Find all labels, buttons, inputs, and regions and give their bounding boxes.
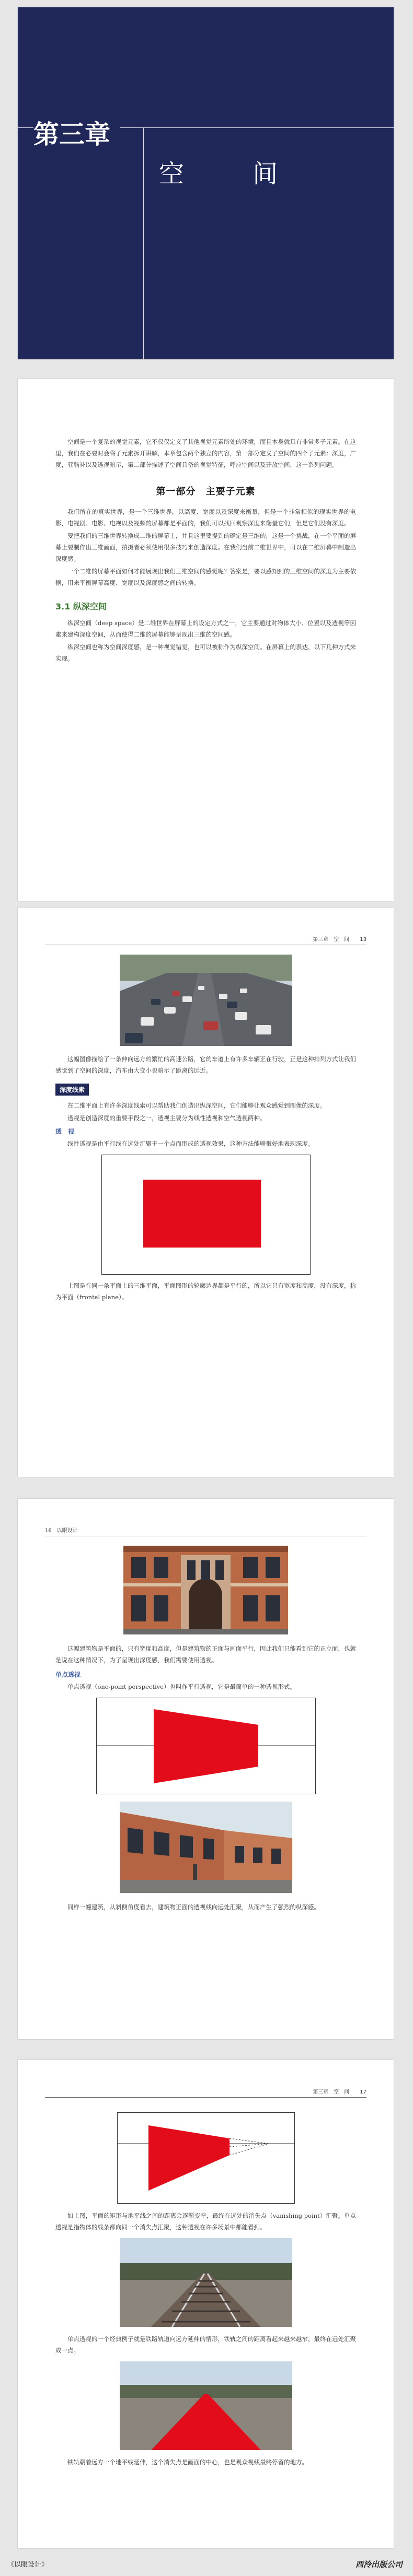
- body-paragraph-2: 要把我们的三维世界转换成二维的屏幕上，并且这里要提到的确定是三维的，这是一个挑战，在一个平面的屏幕上要制作出三维画面，拍摄者必须使用很多技巧来创造深度。在我们当前二维世界中，可以在二维屏幕中制造出深度感。: [55, 532, 356, 562]
- body-paragraph-b: 透视是创造深度的重要手段之一，透视主要分为线性透视和空气透视两种。: [67, 1114, 266, 1122]
- box-heading: 深度线索: [55, 1084, 89, 1096]
- intro-paragraph: 空间是一个复杂的视觉元素，它不仅仅定义了其他视觉元素所处的环境，而且本身就具有非常多子元素。在这里，我们在必要时会将子元素拆开讲解，本章包含两个独立的内容，第一部分定义了空间的四个子元素：深度，广度，亚脑补以及透视暗示，第二部分描述了空间具备的视觉特征，呼应空间以及开放空间，这一系列问题。: [55, 438, 356, 468]
- section-heading: 3.1 纵深空间: [55, 602, 107, 611]
- body-paragraph-c: 线性透视是由平行线在远处汇聚于一个点而形成的透视效果，这种方法能够很好地表现深度。: [67, 1140, 314, 1147]
- body-paragraph-4: 纵深空间（deep space）是二维世界在屏幕上的设定方式之一，它主要通过对物体大小、位置以及透视等因素来建构深度空间，从而使得二维的屏幕能够呈现出三维的空间感。: [55, 619, 356, 638]
- page-17: [18, 2060, 394, 2548]
- body-paragraph-c: 铁轨朝着远方一个地平线延伸，这个消失点是画面的中心，也是观众视线最终停留的地方。: [67, 2459, 308, 2466]
- running-head: 16 以眼设计: [45, 1526, 366, 1536]
- body-paragraph-5: 纵深空间也称为空间深度感，是一种视觉错觉，也可以被称作为纵深空间。在屏幕上的表达，以下几种方式来实现。: [55, 643, 356, 662]
- sub-heading-perspective: 透 视: [55, 1128, 75, 1135]
- body-paragraph-a: 如上图，平面的矩形与地平线之间的距离会逐渐变窄，最终在远处的消失点（vanishing point）汇聚。单点透视是指物体的线条都向同一个消失点汇聚，这种透视在许多场景中都能看到。: [55, 2212, 356, 2231]
- building-facade-photo: [123, 1546, 288, 1634]
- body-paragraph-1: 我们所在的真实世界，是一个三维世界，以高度、宽度以及深度来衡量，但是一个非常相似的现实世界的电影，电视剧、电影、电视以及视频的屏幕都是平面的，我们可以找回观察深度来衡量它们，但是它们没有深度。: [55, 508, 356, 527]
- page-16: [18, 1499, 394, 2039]
- footer-book-title: 《以眼设计》: [7, 2561, 49, 2569]
- body-paragraph-3: 一个二维的屏幕平面如何才能展现出我们三维空间的感觉呢？答案是，要以感知到的三维空间的深度为主要依据，用来平衡屏幕高度、宽度以及深度感之间的转换。: [55, 568, 356, 586]
- running-head: 第三章 空 间 13: [45, 935, 366, 945]
- sub-heading-one-point: 单点透视: [55, 1671, 81, 1678]
- intro-page: [18, 379, 394, 901]
- chapter-cover-page: [18, 7, 394, 359]
- building-angled-photo: [120, 1802, 292, 1893]
- photo-caption-1: 这幅图像描绘了一条伸向远方的繁忙的高速公路，它的车道上有许多车辆正在行驶，正是这种排列方式让我们感觉到了空间的深度，汽车由大变小也暗示了距离的远近。: [55, 1055, 356, 1074]
- chapter-number: 第三章: [33, 114, 120, 151]
- photo-caption-1: 这幅建筑物是平面的，只有宽度和高度，但是建筑物的正面与画面平行，因此我们只能看到它的正立面，也就是说在这种情况下，为了呈现出深度感，我们需要使用透视。: [55, 1645, 356, 1664]
- body-paragraph-a: 在二维平面上有许多深度线索可以帮助我们创造出纵深空间，它们能够让观众感觉到图像的深度。: [67, 1102, 326, 1109]
- page-13: [18, 908, 394, 1477]
- one-point-trapezoid-diagram: [96, 1698, 316, 1794]
- footer-publisher: 西泠出版公司: [355, 2560, 403, 2569]
- diagram-caption: 上图是在同一条平面上的三维平面，平面图形的轮廓边界都是平行的，所以它只有宽度和高度，没有深度，称为平面（frontal plane）。: [55, 1282, 356, 1301]
- vanishing-point-diagram: [117, 2112, 295, 2204]
- body-paragraph-a: 单点透视（one-point perspective）也叫作平行透视，它是最简单的一种透视形式。: [67, 1683, 296, 1690]
- part-heading: 第一部分 主要子元素: [156, 486, 256, 497]
- railroad-tracks-photo: [120, 2238, 292, 2327]
- running-head: 第三章 空 间 17: [45, 2087, 366, 2098]
- highway-photo: [120, 955, 292, 1046]
- chapter-title: 空 间: [159, 159, 308, 189]
- photo-caption-2: 同样一幢建筑，从斜侧角度看去，建筑物正面的透视线向远处汇聚，从而产生了强烈的纵深感。: [67, 1903, 320, 1911]
- red-track-photo: [120, 2361, 292, 2450]
- cover-vertical-rule: [143, 127, 144, 359]
- body-paragraph-b: 单点透视的一个经典例子就是铁路轨道向远方延伸的情形，铁轨之间的距离看起来越来越窄，最终在远处汇聚成一点。: [55, 2335, 356, 2354]
- frontal-plane-diagram: [101, 1155, 311, 1275]
